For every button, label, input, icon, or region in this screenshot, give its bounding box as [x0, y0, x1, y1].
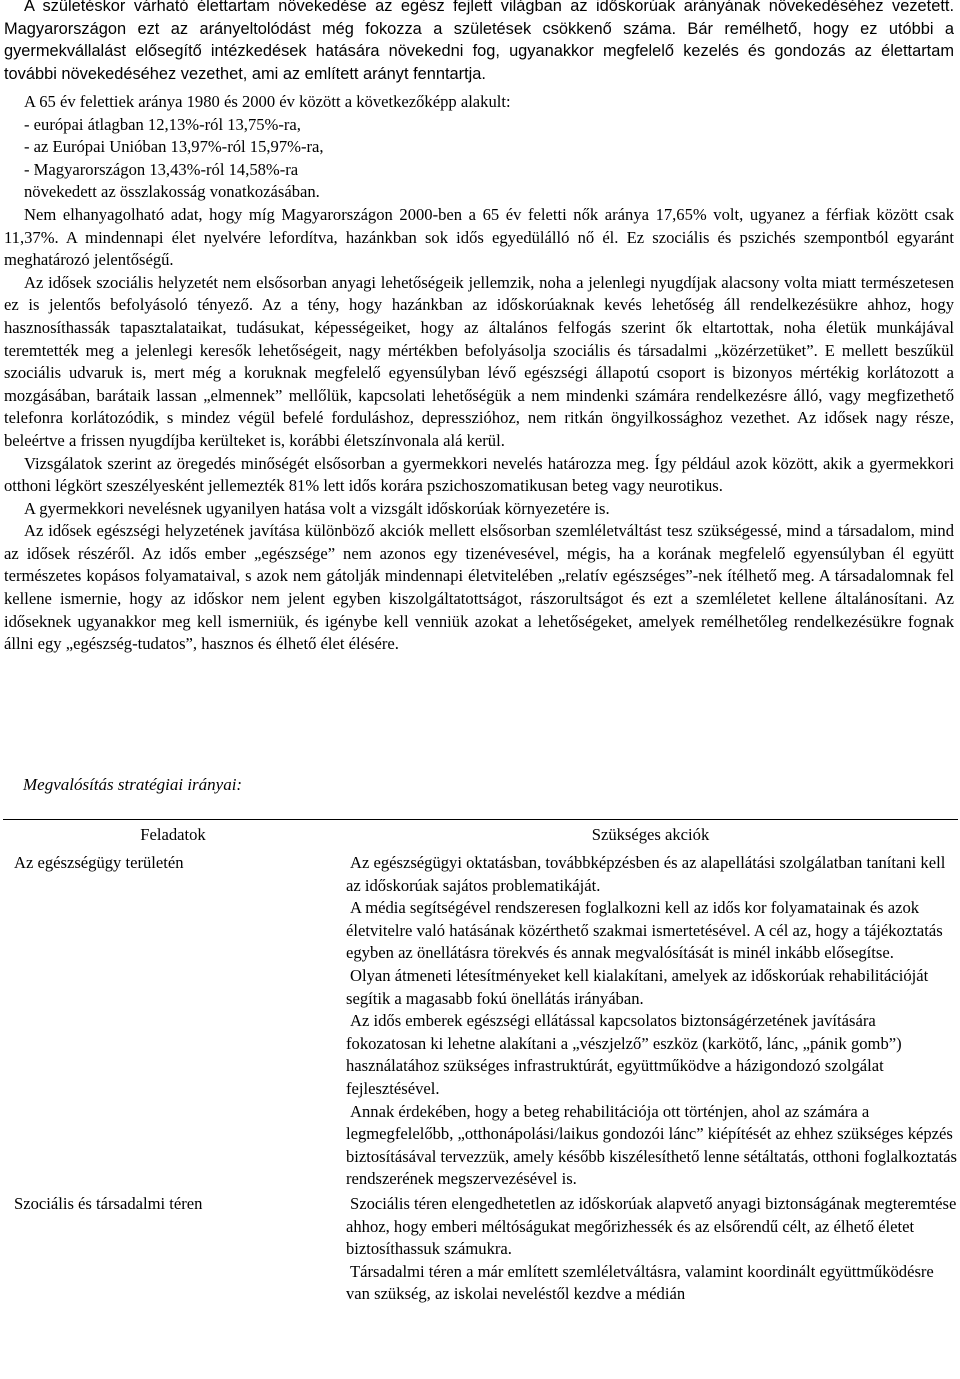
- action-item: Társadalmi téren a már említett szemléletváltásra, valamint koordinált együttműködésre van szükség, az iskolai neveléstől kezdve a médián: [346, 1261, 934, 1304]
- table-row-healthcare: [3, 850, 958, 1191]
- body-section: [4, 91, 954, 656]
- table-header-row: [3, 820, 958, 851]
- actions-cell: [343, 1191, 958, 1306]
- header-tasks: Feladatok: [3, 820, 343, 851]
- section-heading: Megvalósítás stratégiai irányai:: [23, 775, 243, 794]
- paragraph-social-situation: Az idősek szociális helyzetét nem elsősorban anyagi lehetőségeik jellemzik, noha a jelenlegi nyugdíjak alacsony volta miatt természetesen ez is jelentős befolyásoló tényező. Az a tény, hogy hazánkban az időskorúaknak kevés lehetőség áll rendelkezésükre ahhoz, hogy hasznosíthassák tapasztalataikat, tudásukat, képességeiket, hogy az általános felfogás szerint ők eltartottak, noha életük munkájával teremtették meg a jelenlegi keresők lehetőségeit, nagy mértékben befolyásolja szociális és társadalmi „közérzetüket”. E mellett beszűkül szociális udvaruk is, mert még a koruknak megfelelő egyensúlyban lévő egészségi állapotú csoport is bizonyos mértékig korlátozott a mozgásában, barátaik lassan „elmennek” mellőlük, kapcsolati lehetőségük a nem mindenki számára rendelkezésre álló, vagy megfizethető telefonra korlátozódik, s mindez végül befelé forduláshoz, depresszióhoz, nem ritkán öngyilkossághoz vezethet. Az idősek nagy része, beleértve a frissen nyugdíjba kerülteket is, korábbi életszínvonala alá kerül.: [4, 272, 954, 450]
- actions-cell: [343, 850, 958, 1191]
- stats-item: - Magyarországon 13,43%-ról 14,58%-ra: [24, 159, 299, 179]
- intro-section: [4, 0, 954, 85]
- action-item: Szociális téren elengedhetetlen az időskorúak alapvető anyagi biztonságának megteremtése ahhoz, hogy emberi méltóságukat megőrizhessék és az elsőrendű célt, az élhető életet biztosíthassuk számukra.: [346, 1193, 957, 1259]
- stats-intro: A 65 év felettiek aránya 1980 és 2000 év között a következőképp alakult:: [24, 92, 511, 111]
- action-item: Olyan átmeneti létesítményeket kell kialakítani, amelyek az időskorúak rehabilitációját segítik a magasabb fokú önellátás irányában.: [346, 965, 929, 1008]
- header-actions: Szükséges akciók: [343, 820, 958, 851]
- paragraph-childhood-upbringing: Vizsgálatok szerint az öregedés minőségét elsősorban a gyermekkori nevelés határozza meg. Így például azok között, akik a gyermekkori otthoni légkört szeszélyesként jellemezték 81% lett idős korára pszichoszomatikusan beteg vagy neurotikus.: [4, 453, 954, 496]
- table-row-social: [3, 1191, 958, 1306]
- action-item: Annak érdekében, hogy a beteg rehabilitációja ott történjen, ahol az számára a legmegfelelőbb, „otthonápolási/laikus gondozói lánc” kiépítését az ehhez szükséges képzés biztosításával tervezzük, amely később kiszélesíthető lenne sétáltatás, otthoni foglalkoztatás rendszerének megszervezésével is.: [346, 1101, 958, 1189]
- task-cell: Az egészségügy területén: [14, 853, 184, 872]
- stats-item: - az Európai Unióban 13,97%-ról 15,97%-ra,: [24, 137, 324, 157]
- stats-block: [4, 91, 954, 204]
- paragraph-life-expectancy: A születéskor várható élettartam növekedése az egész fejlett világban az időskorúak arányának növekedéséhez vezetett. Magyarországon ezt az arányeltolódást még fokozza a születések csökkenő száma. Bár remélhető, hogy ez utóbbi a gyermekvállalást elősegítő intézkedések hatására növekedni fog, ugyanakkor megfelelő kezelés és gondozás az élettartam további növekedéséhez vezethet, ami az említett arányt fenntartja.: [4, 0, 954, 83]
- action-item: Az egészségügyi oktatásban, továbbképzésben és az alapellátási szolgálatban tanítani kell az időskorúak sajátos problematikáját.: [346, 853, 946, 895]
- task-cell: Szociális és társadalmi téren: [14, 1193, 203, 1213]
- paragraph-environment: A gyermekkori nevelésnek ugyanilyen hatása volt a vizsgált időskorúak környezetére is.: [24, 498, 610, 518]
- action-item: Az idős emberek egészségi ellátással kapcsolatos biztonságérzetének javítására fokozatosan ki lehetne alakítani a „vészjelző” eszköz (karkötő, lánc, „pánik gomb”) használatához szükséges infrastruktúrát, együttműködve a házigondozó szolgálat fejlesztésével.: [346, 1011, 902, 1098]
- action-item: A média segítségével rendszeresen foglalkozni kell az idős kor folyamatainak és azok életvitelre való hatásának közérthető szakmai ismertetésével. A cél az, hogy a tájékoztatás egyben az önellátásra törekvés és annak megvalósítását is minél inkább elősegítse.: [346, 898, 943, 963]
- paragraph-women-ratio: Nem elhanyagolható adat, hogy míg Magyarországon 2000-ben a 65 év feletti nők aránya 17,65% volt, ugyanez a férfiak között csak 11,37%. A mindennapi élet nyelvére lefordítva, hazánkban sok idős egyedülálló nő él. Ez szociális és pszichés szempontból egyaránt meghatározó jelentőségű.: [4, 204, 954, 270]
- strategy-table: [3, 819, 958, 1306]
- stats-outro: növekedett az összlakosság vonatkozásában.: [24, 182, 320, 202]
- paragraph-health-attitude: Az idősek egészségi helyzetének javítása különböző akciók mellett elsősorban szemléletváltást tesz szükségessé, mind a társadalom, mind az idősek részéről. Az idős ember „egészsége” nem azonos egy tizenévesével, mégis, ha a korának megfelelő egyensúlyban él együtt természetes kopásos folyamataival, s azok nem gátolják mindennapi életvitelében „relatív egészséges”-nek ítélhető meg. A társadalomnak fel kellene ismernie, hogy az időskor nem jelent egyben kiszolgáltatottságot, rászorultságot és ezt a szemléletet kellene általánosítani. Az időseknek ugyanakkor meg kell ismerniük, és igénybe kell venniük azokat a lehetőségeket, amelyek remélhetőleg rendelkezésükre fognak állni egy „egészség-tudatos”, hasznos és élhető élet élésére.: [4, 521, 954, 654]
- stats-item: - európai átlagban 12,13%-ról 13,75%-ra,: [24, 114, 301, 134]
